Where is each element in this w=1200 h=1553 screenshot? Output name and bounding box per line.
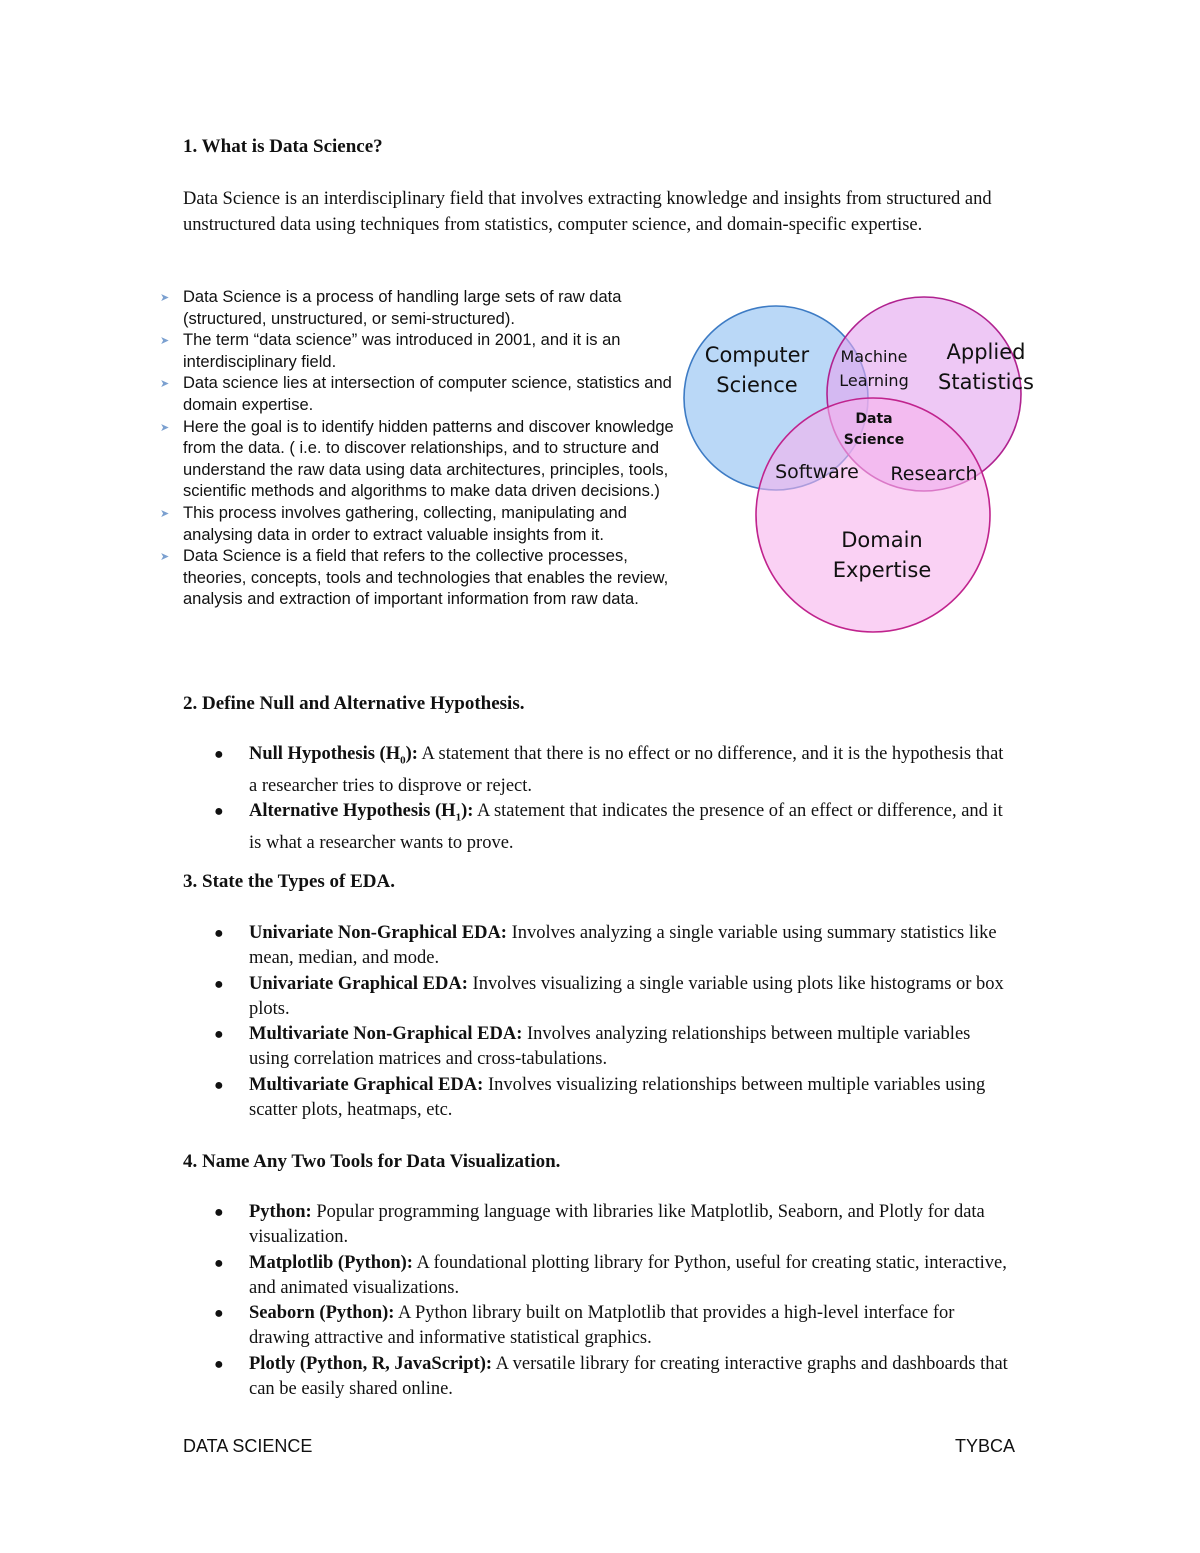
- hypothesis-list: [214, 742, 1014, 857]
- bullet-icon: ●: [214, 1204, 224, 1221]
- bullet-icon: ➤: [160, 421, 170, 434]
- venn-label-research: Research: [890, 463, 978, 485]
- question-1-paragraph: Data Science is an interdisciplinary field that involves extracting knowledge and insights from structured and unstructured data using techniques from statistics, computer science, and domain-specific expertise.: [183, 189, 992, 235]
- venn-diagram: [676, 268, 1072, 640]
- list-item: ➤ Data Science is a field that refers to the collective processes, theories, concepts, tools and technologies that enables the review, analysis and extraction of important information from raw data.: [160, 547, 669, 609]
- venn-label-machine-learning-1: Machine: [840, 347, 908, 366]
- list-item: ● Seaborn (Python): A Python library built on Matplotlib that provides a high-level interface for drawing attractive and informative statistical graphics.: [214, 1303, 955, 1349]
- bullet-icon: ➤: [160, 551, 170, 564]
- bullet-icon: ●: [214, 1254, 224, 1272]
- bullet-icon: ➤: [160, 292, 170, 304]
- footer-left: DATA SCIENCE: [183, 1436, 313, 1456]
- bullet-icon: ●: [214, 1305, 224, 1323]
- bullet-icon: ●: [214, 1355, 224, 1373]
- list-item: ➤ Data science lies at intersection of computer science, statistics and domain expertise.: [160, 374, 672, 414]
- list-item: ● Null Hypothesis $(H_0)$: A statement that there is no effect or no difference, and it is the hypothesis that a researcher tries to disprove or reject.: [214, 744, 1004, 796]
- list-item: ➤ Here the goal is to identify hidden patterns and discover knowledge from the data. ( i.e. to discover relationships, and to structure and understand the raw data using data architectures, principles, tools, scientific methods and algorithms to make data driven decisions.): [160, 417, 674, 501]
- question-3-title: 3. State the Types of EDA.: [183, 871, 395, 892]
- question-2-title: 2. Define Null and Alternative Hypothesis.: [183, 693, 525, 714]
- venn-label-computer-science-1: Computer: [704, 343, 810, 367]
- venn-label-data-science-1: Data: [855, 411, 893, 427]
- list-item: ● Python: Popular programming language with libraries like Matplotlib, Seaborn, and Plotly for data visualization.: [214, 1202, 985, 1248]
- list-item: ● Alternative Hypothesis $(H_1)$: A statement that indicates the presence of an effect or difference, and it is what a researcher wants to prove.: [214, 801, 1003, 854]
- venn-label-computer-science-2: Science: [716, 373, 798, 397]
- bullet-icon: ●: [214, 1076, 224, 1094]
- list-item: ● Univariate Non-Graphical EDA: Involves analyzing a single variable using summary statistics like mean, median, and mode.: [214, 923, 997, 969]
- list-item: ➤ This process involves gathering, collecting, manipulating and analysing data in order to extract valuable insights from it.: [160, 503, 627, 544]
- venn-label-domain-expertise-2: Expertise: [832, 558, 932, 582]
- eda-types-list: [214, 921, 1014, 1123]
- venn-label-applied-statistics-2: Statistics: [938, 370, 1034, 394]
- venn-label-machine-learning-2: Learning: [839, 371, 909, 390]
- footer-right: TYBCA: [954, 1436, 1015, 1456]
- bullet-icon: ➤: [160, 378, 170, 391]
- bullet-icon: ●: [214, 746, 224, 763]
- list-item: ● Multivariate Non-Graphical EDA: Involves analyzing relationships between multiple variables using correlation matrices and cross-tabulations.: [214, 1024, 971, 1070]
- list-item: ➤ Data Science is a process of handling large sets of raw data (structured, unstructured, or semi-structured).: [160, 288, 622, 328]
- question-1-title: 1. What is Data Science?: [183, 136, 383, 157]
- list-item: ➤ The term “data science” was introduced in 2001, and it is an interdisciplinary field.: [160, 331, 621, 371]
- list-item: ● Multivariate Graphical EDA: Involves visualizing relationships between multiple variables using scatter plots, heatmaps, etc.: [214, 1074, 986, 1121]
- venn-label-domain-expertise-1: Domain: [841, 528, 923, 552]
- list-item: ● Univariate Graphical EDA: Involves visualizing a single variable using plots like histograms or box plots.: [214, 973, 1004, 1019]
- venn-label-data-science-2: Science: [843, 432, 905, 448]
- list-item: ● Matplotlib (Python): A foundational plotting library for Python, useful for creating static, interactive, and animated visualizations.: [214, 1252, 1007, 1298]
- visualization-tools-list: [214, 1200, 1014, 1402]
- bullet-icon: ➤: [160, 335, 170, 348]
- bullet-icon: ●: [214, 1026, 224, 1044]
- bullet-icon: ➤: [160, 507, 170, 520]
- venn-label-software: Software: [775, 461, 859, 483]
- bullet-icon: ●: [214, 803, 224, 821]
- question-4-title: 4. Name Any Two Tools for Data Visualization.: [183, 1151, 561, 1172]
- bullet-icon: ●: [214, 975, 224, 993]
- bullet-icon: ●: [214, 925, 224, 942]
- data-science-bullet-list: [160, 287, 680, 611]
- list-item: ● Plotly (Python, R, JavaScript): A versatile library for creating interactive graphs and dashboards that can be easily shared online.: [214, 1353, 1008, 1400]
- venn-label-applied-statistics-1: Applied: [946, 340, 1026, 364]
